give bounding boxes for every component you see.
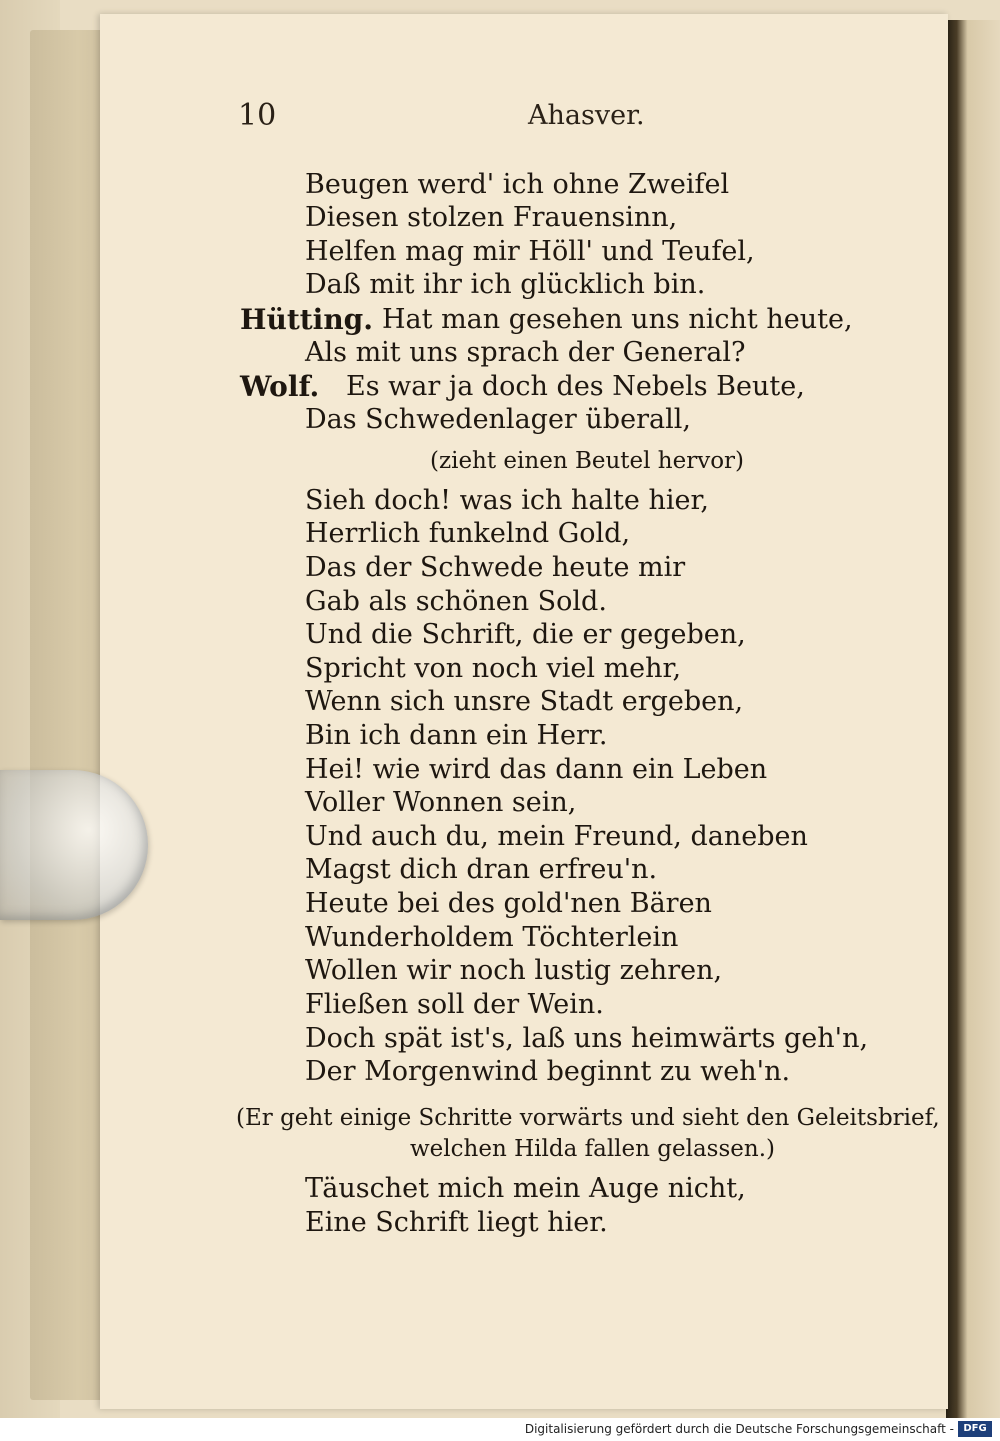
speaker-name: Wolf.: [240, 370, 320, 403]
verse-line: Und die Schrift, die er gegeben,: [305, 619, 746, 650]
verse-line: Fließen soll der Wein.: [305, 989, 604, 1020]
scanner-glass-clip: [0, 770, 148, 920]
stage-direction: welchen Hilda fallen gelassen.): [410, 1136, 775, 1162]
verse-line: Wunderholdem Töchterlein: [305, 922, 679, 953]
verse-line: Das der Schwede heute mir: [305, 552, 686, 583]
verse-line: Es war ja doch des Nebels Beute,: [346, 371, 805, 402]
verse-line: Eine Schrift liegt hier.: [305, 1207, 608, 1238]
stage-direction: (Er geht einige Schritte vorwärts und sieht den Geleitsbrief,: [236, 1105, 940, 1131]
verse-line: Herrlich funkelnd Gold,: [305, 518, 631, 549]
verse-line: Der Morgenwind beginnt zu weh'n.: [305, 1056, 791, 1087]
page-number: 10: [238, 98, 277, 133]
verse-line: Hei! wie wird das dann ein Leben: [305, 754, 768, 785]
dfg-logo: DFG: [958, 1421, 992, 1437]
verse-line: Diesen stolzen Frauensinn,: [305, 202, 678, 233]
stage-direction: (zieht einen Beutel hervor): [430, 448, 745, 474]
verse-line: Daß mit ihr ich glücklich bin.: [305, 269, 706, 300]
verse-line: Doch spät ist's, laß uns heimwärts geh'n,: [305, 1023, 869, 1054]
verse-line: Hat man gesehen uns nicht heute,: [382, 304, 853, 335]
verse-line: Wollen wir noch lustig zehren,: [305, 955, 723, 986]
verse-line: Beugen werd' ich ohne Zweifel: [305, 169, 730, 200]
verse-line: Und auch du, mein Freund, daneben: [305, 821, 808, 852]
verse-line: Bin ich dann ein Herr.: [305, 720, 608, 751]
footer-credit: Digitalisierung gefördert durch die Deutsche Forschungsgemeinschaft -: [524, 1422, 954, 1436]
verse-line: Heute bei des gold'nen Bären: [305, 888, 712, 919]
page-stack-edge: [30, 30, 110, 1400]
verse-line: Gab als schönen Sold.: [305, 586, 607, 617]
book-spine: [946, 20, 1000, 1420]
verse-line: Als mit uns sprach der General?: [305, 337, 746, 368]
verse-line: Spricht von noch viel mehr,: [305, 653, 682, 684]
verse-line: Täuschet mich mein Auge nicht,: [305, 1173, 746, 1204]
verse-line: Das Schwedenlager überall,: [305, 404, 691, 435]
verse-line: Magst dich dran erfreu'n.: [305, 854, 658, 885]
verse-line: Voller Wonnen sein,: [305, 787, 577, 818]
footer-bar: [0, 1418, 1000, 1441]
verse-line: Wenn sich unsre Stadt ergeben,: [305, 686, 744, 717]
verse-line: Helfen mag mir Höll' und Teufel,: [305, 236, 755, 267]
speaker-name: Hütting.: [240, 303, 373, 336]
verse-line: Sieh doch! was ich halte hier,: [305, 485, 709, 516]
running-head: Ahasver.: [528, 100, 645, 131]
